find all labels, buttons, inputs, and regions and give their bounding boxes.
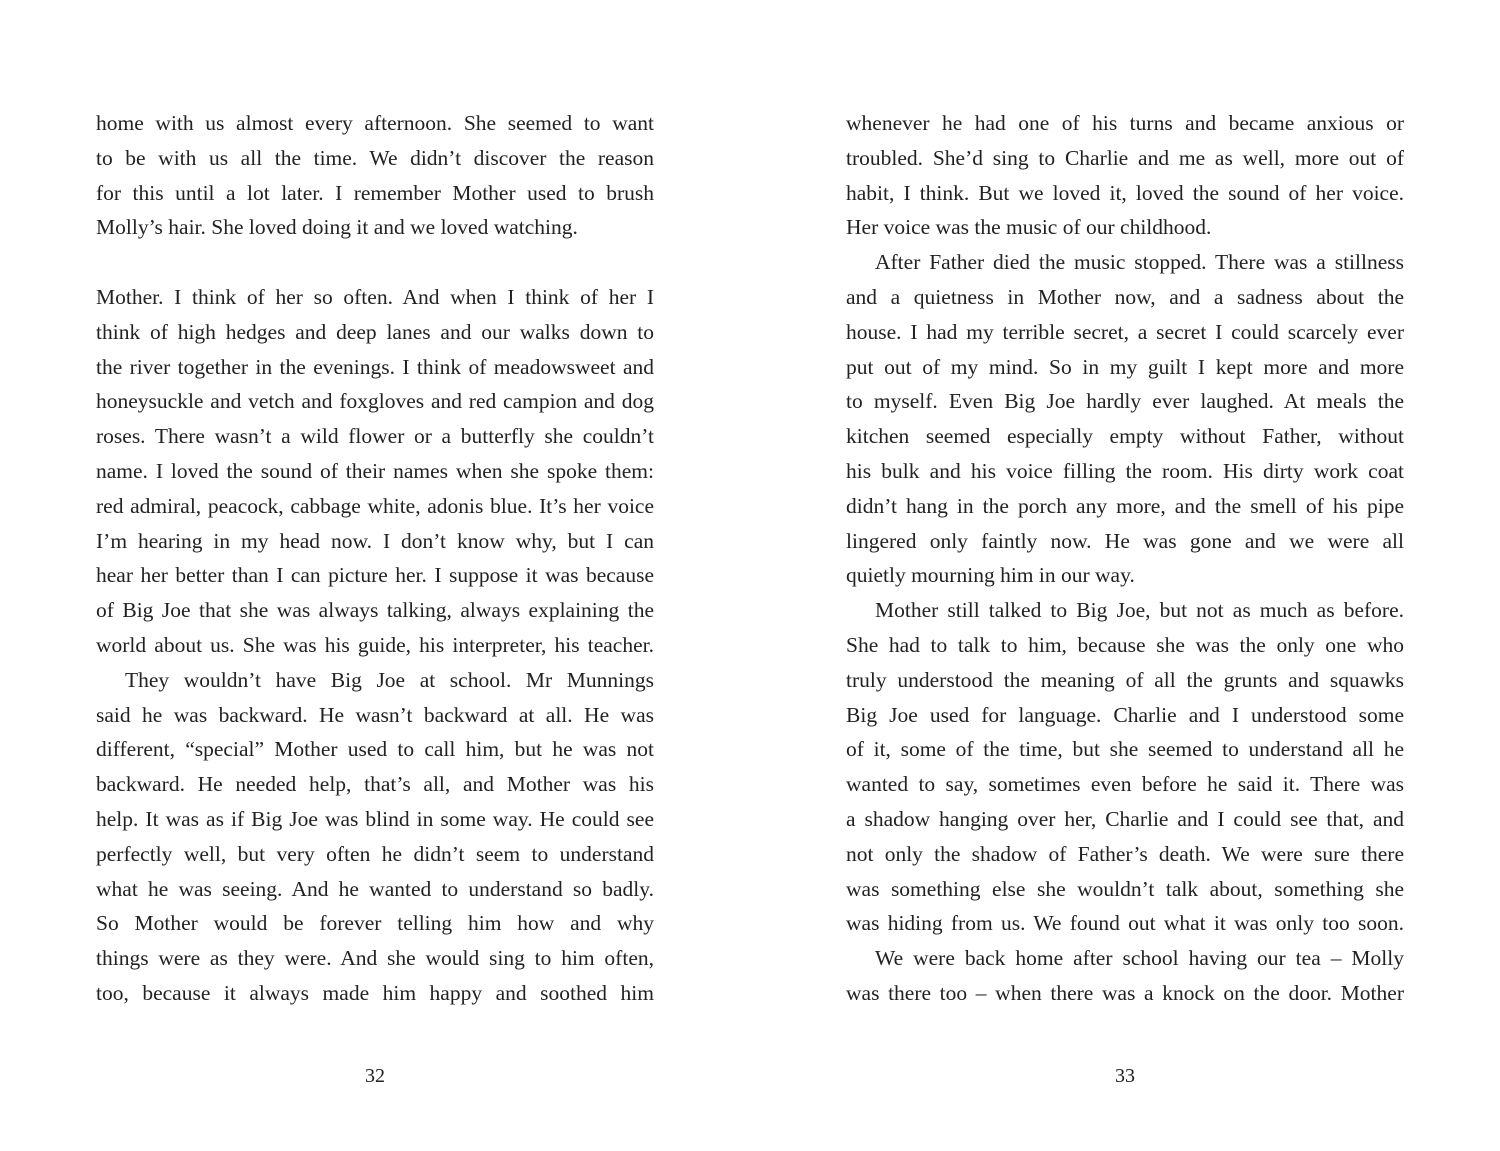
text-line: We were back home after school having our tea – Molly	[875, 946, 1404, 971]
text-line: the river together in the evenings. I think of meadowsweet and	[96, 354, 654, 379]
text-line: Mother still talked to Big Joe, but not as much as before.	[875, 598, 1404, 623]
text-line: not only the shadow of Father’s death. We were sure there	[846, 841, 1404, 866]
text-line: backward. He needed help, that’s all, and Mother was his	[96, 772, 654, 797]
left-page-text	[96, 106, 654, 1011]
text-line: habit, I think. But we loved it, loved the sound of her voice.	[846, 180, 1404, 205]
text-line: troubled. She’d sing to Charlie and me as well, more out of	[846, 145, 1404, 170]
text-line: what he was seeing. And he wanted to understand so badly.	[96, 876, 654, 901]
right-page-text	[846, 106, 1404, 1011]
text-line: and a quietness in Mother now, and a sadness about the	[846, 284, 1404, 309]
text-line: hear her better than I can picture her. I suppose it was because	[96, 563, 654, 588]
text-line: put out of my mind. So in my guilt I kept more and more	[846, 354, 1404, 379]
text-line: kitchen seemed especially empty without Father, without	[846, 424, 1404, 449]
text-line: for this until a lot later. I remember Mother used to brush	[96, 180, 654, 205]
text-line: truly understood the meaning of all the grunts and squawks	[846, 667, 1404, 692]
text-line: Molly’s hair. She loved doing it and we loved watching.	[96, 215, 578, 240]
text-line: quietly mourning him in our way.	[846, 563, 1135, 588]
page-number-left: 32	[365, 1065, 385, 1087]
text-line: of Big Joe that she was always talking, always explaining the	[96, 598, 654, 623]
text-line: to be with us all the time. We didn’t discover the reason	[96, 145, 654, 170]
text-line: said he was backward. He wasn’t backward at all. He was	[96, 702, 654, 727]
section-break	[96, 245, 654, 280]
text-line: honeysuckle and vetch and foxgloves and red campion and dog	[96, 389, 654, 414]
text-line: Her voice was the music of our childhood.	[846, 215, 1212, 240]
text-line: different, “special” Mother used to call him, but he was not	[96, 737, 654, 762]
text-line: think of high hedges and deep lanes and our walks down to	[96, 319, 654, 344]
text-line: wanted to say, sometimes even before he said it. There was	[846, 772, 1404, 797]
text-line: whenever he had one of his turns and became anxious or	[846, 111, 1404, 135]
page-number-right: 33	[1115, 1065, 1135, 1087]
text-line: They wouldn’t have Big Joe at school. Mr Munnings	[125, 667, 654, 692]
text-line: of it, some of the time, but she seemed to understand all he	[846, 737, 1404, 762]
text-line: red admiral, peacock, cabbage white, adonis blue. It’s her voice	[96, 493, 654, 518]
text-line: Mother. I think of her so often. And when I think of her I	[96, 284, 654, 309]
text-line: too, because it always made him happy and soothed him	[96, 980, 654, 1005]
text-line: name. I loved the sound of their names when she spoke them:	[96, 458, 654, 483]
text-line: house. I had my terrible secret, a secret I could scarcely ever	[846, 319, 1404, 344]
text-line: After Father died the music stopped. There was a stillness	[875, 250, 1404, 275]
text-line: roses. There wasn’t a wild flower or a butterfly she couldn’t	[96, 424, 654, 449]
text-line: help. It was as if Big Joe was blind in some way. He could see	[96, 806, 654, 831]
text-line: things were as they were. And she would sing to him often,	[96, 946, 654, 971]
text-line: Big Joe used for language. Charlie and I understood some	[846, 702, 1404, 727]
text-line: was something else she wouldn’t talk about, something she	[846, 876, 1404, 901]
text-line: lingered only faintly now. He was gone and we were all	[846, 528, 1404, 553]
text-line: home with us almost every afternoon. She seemed to want	[96, 111, 654, 135]
text-line: She had to talk to him, because she was the only one who	[846, 632, 1404, 657]
text-line: So Mother would be forever telling him how and why	[96, 911, 654, 936]
text-line: perfectly well, but very often he didn’t seem to understand	[96, 841, 654, 866]
text-line: to myself. Even Big Joe hardly ever laughed. At meals the	[846, 389, 1404, 414]
text-line: a shadow hanging over her, Charlie and I could see that, and	[846, 806, 1404, 831]
text-line: was hiding from us. We found out what it was only too soon.	[846, 911, 1404, 936]
text-line: his bulk and his voice filling the room. His dirty work coat	[846, 458, 1404, 483]
text-line: world about us. She was his guide, his interpreter, his teacher.	[96, 632, 654, 657]
text-line: I’m hearing in my head now. I don’t know why, but I can	[96, 528, 654, 553]
right-page	[750, 0, 1500, 1151]
text-line: was there too – when there was a knock on the door. Mother	[846, 980, 1404, 1005]
text-line: didn’t hang in the porch any more, and the smell of his pipe	[846, 493, 1404, 518]
